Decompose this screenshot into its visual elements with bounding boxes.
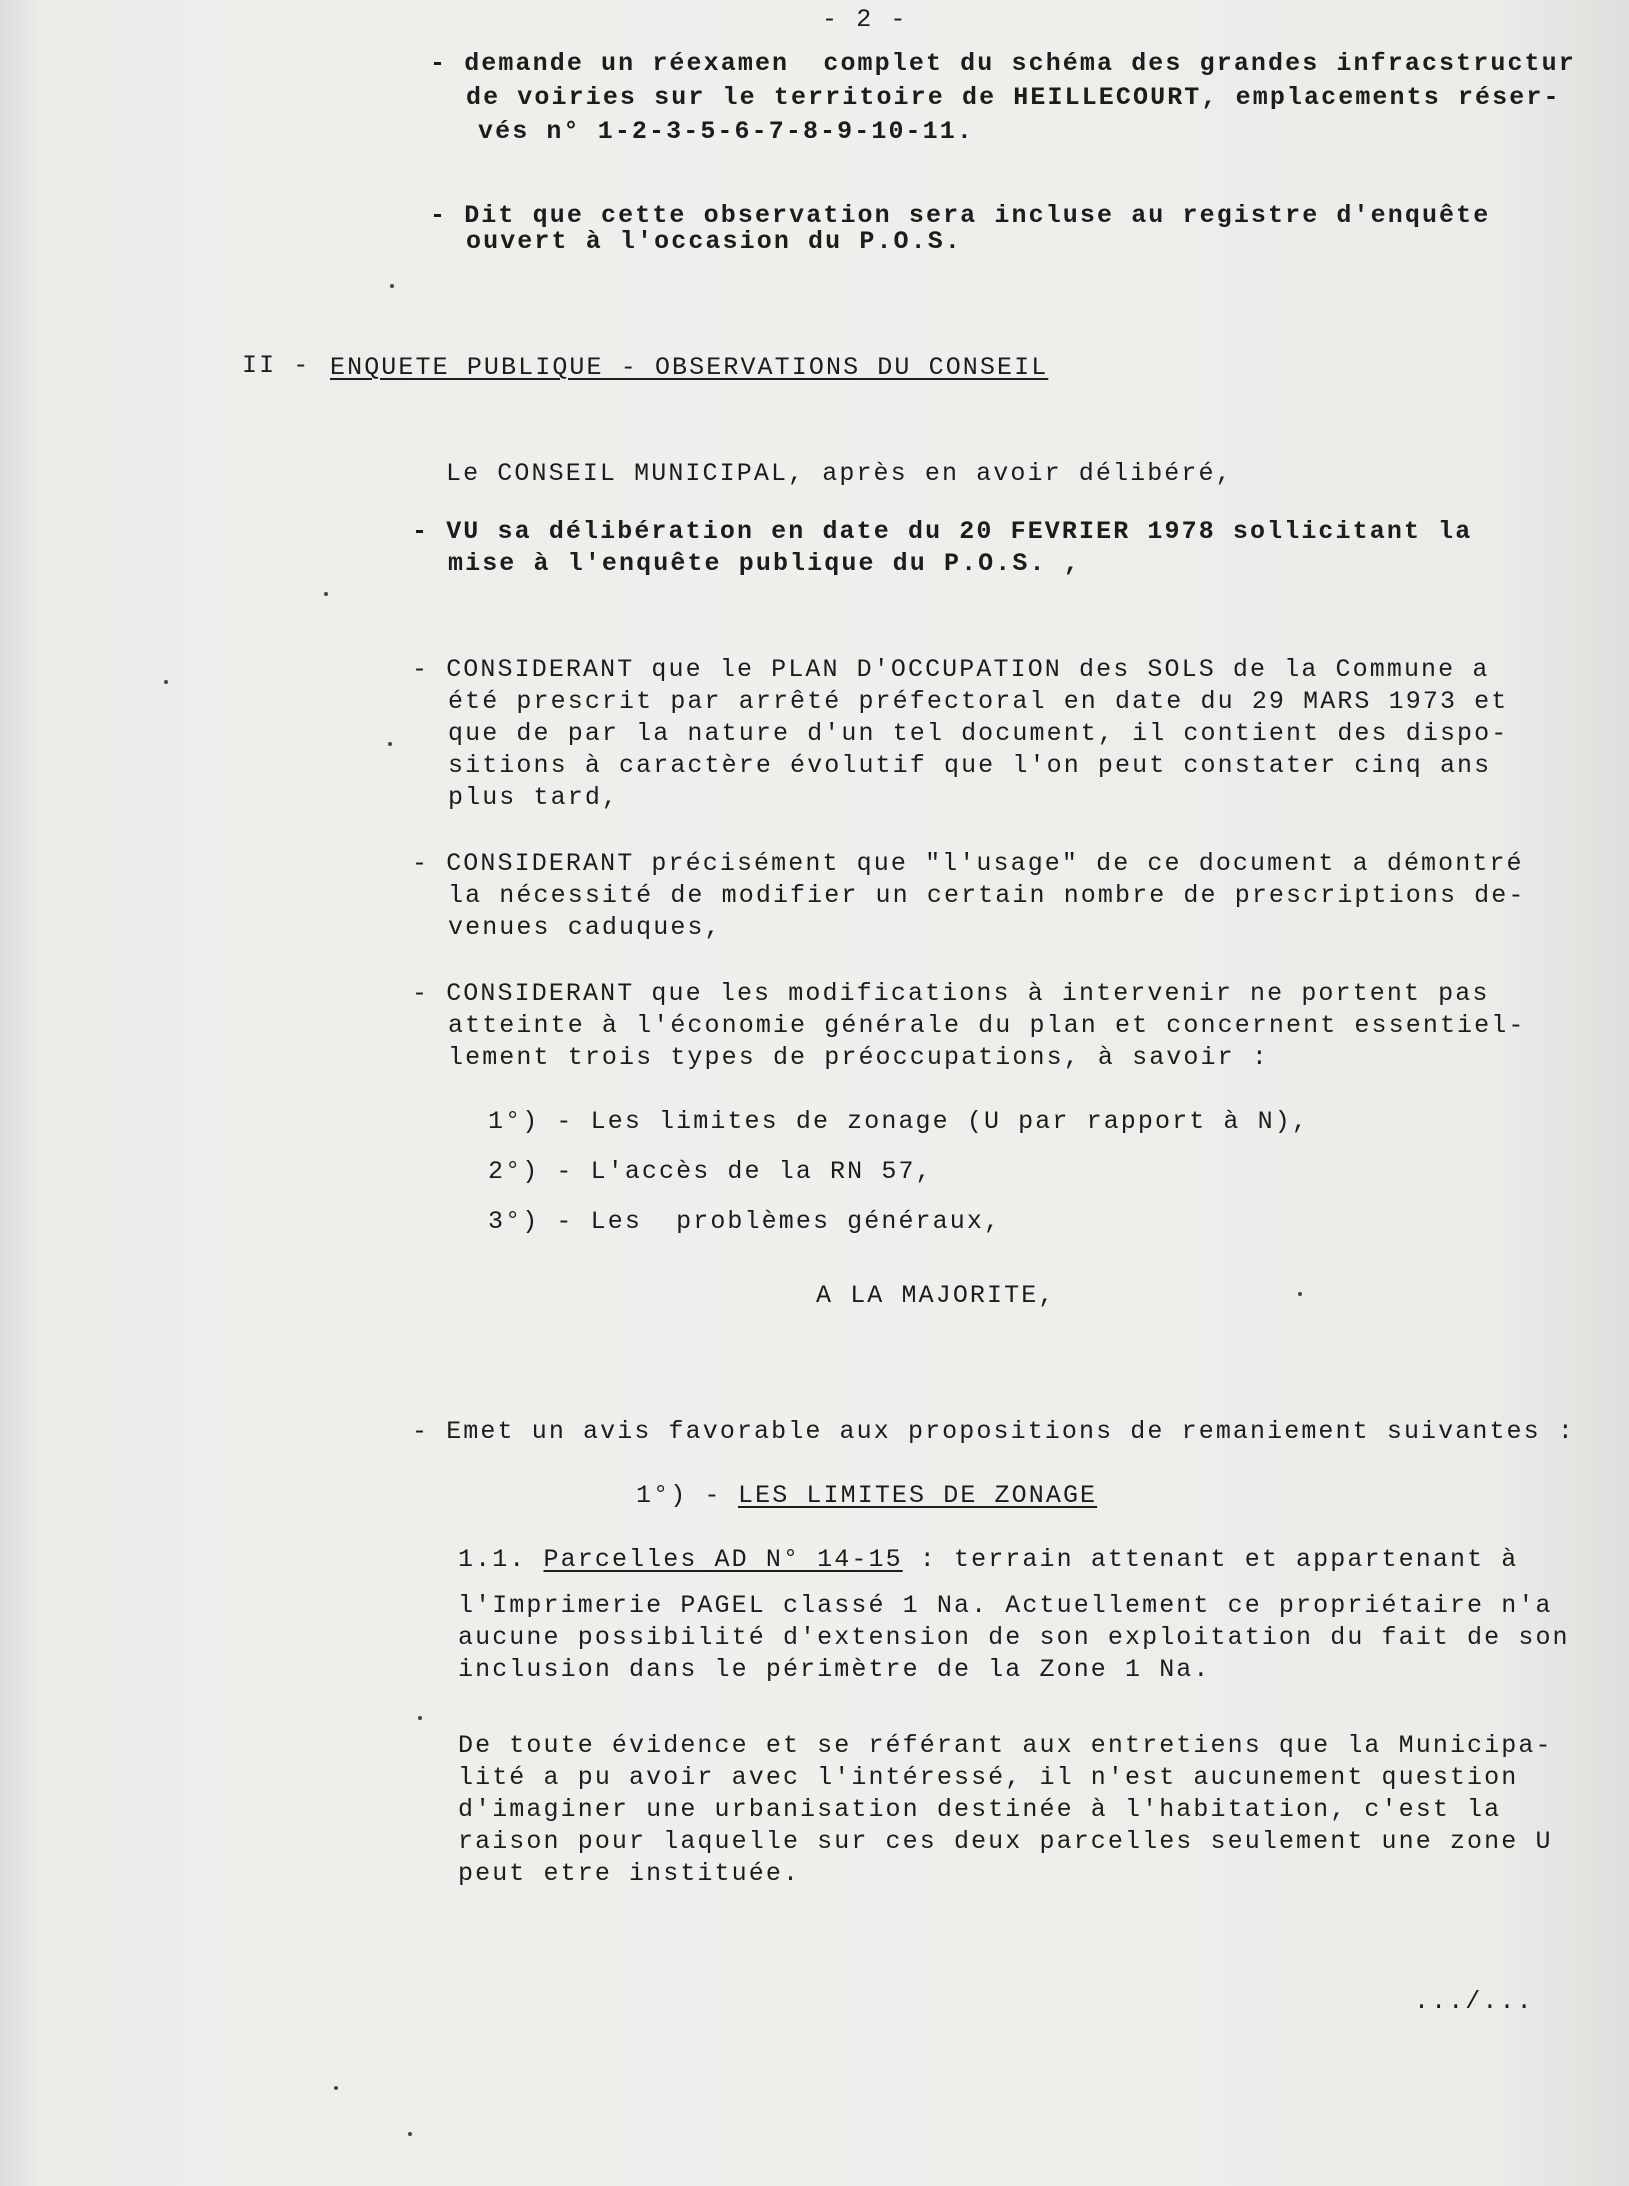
considerant3-line2: atteinte à l'économie générale du plan et concernent essentiel- [448,1011,1526,1040]
scan-speck [324,592,328,596]
parcel-line2: l'Imprimerie PAGEL classé 1 Na. Actuellement ce propriétaire n'a [458,1591,1553,1620]
vu-line1: - VU sa délibération en date du 20 FEVRIER 1978 sollicitant la [412,517,1473,546]
scan-speck [164,680,168,684]
considerant3-line3: lement trois types de préoccupations, à savoir : [448,1043,1269,1072]
scan-speck [334,2086,338,2090]
section-title: ENQUETE PUBLIQUE - OBSERVATIONS DU CONSEIL [330,353,1049,382]
considerant3-line1: - CONSIDERANT que les modifications à intervenir ne portent pas [412,979,1490,1008]
considerant2-line1: - CONSIDERANT précisément que "l'usage" de ce document a démontré [412,849,1524,878]
vu-line2: mise à l'enquête publique du P.O.S. , [448,549,1081,578]
evidence-line1: De toute évidence et se référant aux entretiens que la Municipa- [458,1731,1553,1760]
considerant2-line3: venues caduques, [448,913,722,942]
parcel-line4: inclusion dans le périmètre de la Zone 1 Na. [458,1655,1211,1684]
subsection-number: 1°) - [636,1481,722,1510]
parcel-description: : terrain attenant et appartenant à [902,1545,1519,1574]
item2-line2: ouvert à l'occasion du P.O.S. [466,227,962,256]
subsection-title: LES LIMITES DE ZONAGE [738,1481,1098,1510]
section-number: II - [242,351,311,380]
considerant1-line3: que de par la nature d'un tel document, il contient des dispo- [448,719,1509,748]
item1-line2: de voiries sur le territoire de HEILLECOURT, emplacements réser- [466,83,1561,112]
considerant1-line1: - CONSIDERANT que le PLAN D'OCCUPATION des SOLS de la Commune a [412,655,1490,684]
considerant2-line2: la nécessité de modifier un certain nombre de prescriptions de- [448,881,1526,910]
parcel-line1 [458,1544,1518,1576]
item1-line1: - demande un réexamen complet du schéma des grandes infracstructur [430,49,1576,78]
council-intro: Le CONSEIL MUNICIPAL, après en avoir délibéré, [446,459,1233,488]
continuation-mark: .../... [1414,1987,1534,2016]
item2-line1: - Dit que cette observation sera incluse au registre d'enquête [430,201,1491,230]
evidence-line4: raison pour laquelle sur ces deux parcelles seulement une zone U [458,1827,1553,1856]
list-item-1: 1°) - Les limites de zonage (U par rapport à N), [488,1107,1309,1136]
avis-line: - Emet un avis favorable aux propositions de remaniement suivantes : [412,1417,1575,1446]
scan-speck [408,2132,412,2136]
evidence-line3: d'imaginer une urbanisation destinée à l'habitation, c'est la [458,1795,1502,1824]
parcel-reference: Parcelles AD N° 14-15 [543,1545,903,1574]
parcel-number: 1.1. [458,1545,527,1574]
considerant1-line5: plus tard, [448,783,620,812]
evidence-line2: lité a pu avoir avec l'intéressé, il n'est aucunement question [458,1763,1519,1792]
list-item-3: 3°) - Les problèmes généraux, [488,1207,1002,1236]
scan-speck [388,742,392,746]
considerant1-line4: sitions à caractère évolutif que l'on peut constater cinq ans [448,751,1492,780]
item1-line3: vés n° 1-2-3-5-6-7-8-9-10-11. [478,117,974,146]
majority-line: A LA MAJORITE, [816,1281,1056,1310]
page-number: - 2 - [822,5,908,34]
scan-speck [390,284,394,288]
list-item-2: 2°) - L'accès de la RN 57, [488,1157,933,1186]
evidence-line5: peut etre instituée. [458,1859,801,1888]
scan-speck [418,1716,422,1720]
parcel-line3: aucune possibilité d'extension de son exploitation du fait de son [458,1623,1570,1652]
considerant1-line2: été prescrit par arrêté préfectoral en date du 29 MARS 1973 et [448,687,1509,716]
scan-speck [1298,1292,1302,1296]
